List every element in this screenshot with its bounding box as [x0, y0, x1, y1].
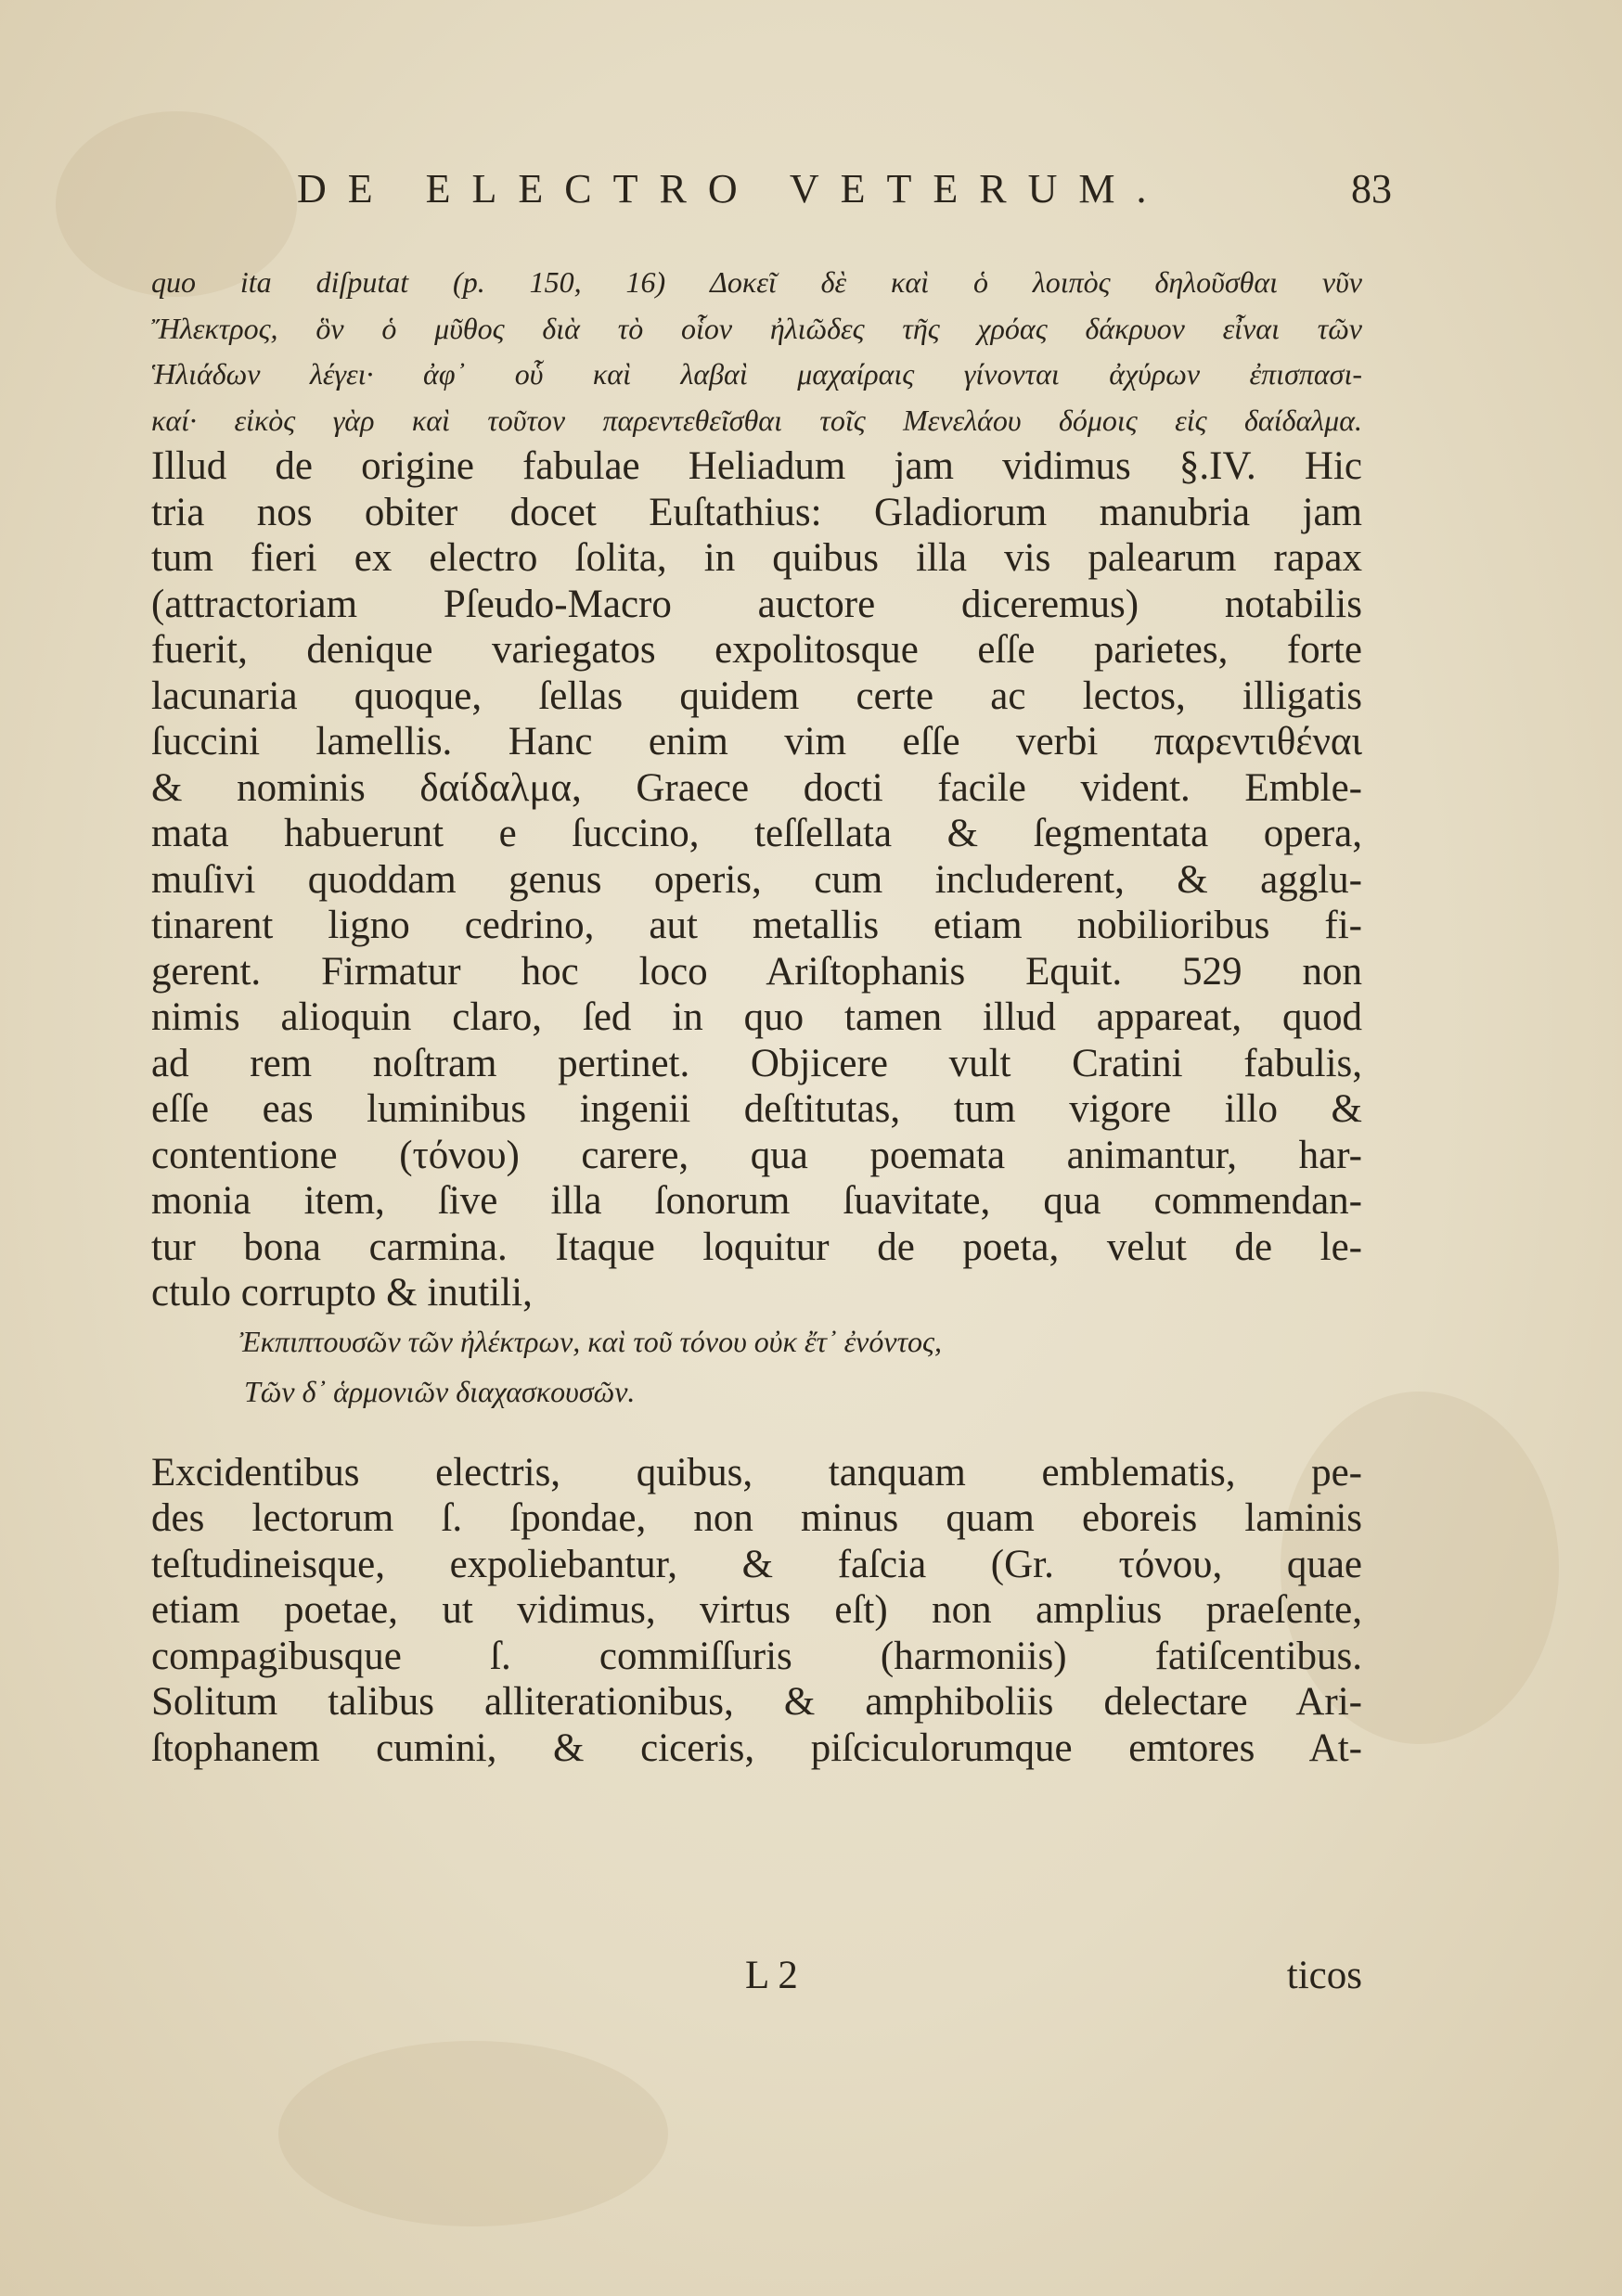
text-line: muſivi quoddam genus operis, cum includerent, & agglu- [151, 857, 1362, 902]
text-line: eſſe eas luminibus ingenii deſtitutas, tum vigore illo & [151, 1087, 1362, 1131]
text-line: καί· εἰκὸς γὰρ καὶ τοῦτον παρεντεθεῖσθαι τοῖς Μενελάου δόμοις εἰς δαίδαλμα. [151, 403, 1362, 437]
text-line: des lectorum ſ. ſpondae, non minus quam eboreis laminis [151, 1496, 1362, 1540]
running-title: DE ELECTRO VETERUM. [297, 166, 1168, 212]
catchword: ticos [1286, 1954, 1362, 1997]
text-line: ctulo corrupto & inutili, [151, 1271, 533, 1315]
text-line: ſtophanem cumini, & ciceris, piſciculorumque emtores At- [151, 1725, 1362, 1770]
paper-stain [278, 2041, 668, 2226]
text-line: tum fieri ex electro ſolita, in quibus illa vis palearum rapax [151, 536, 1362, 580]
verse-line: Ἐκπιπτουσῶν τῶν ἠλέκτρων, καὶ τοῦ τόνου οὐκ ἔτ᾽ ἐνόντος, [239, 1324, 943, 1358]
text-line: etiam poetae, ut vidimus, virtus eſt) non amplius praeſente, [151, 1588, 1362, 1632]
text-line: contentione (τόνου) carere, qua poemata animantur, har- [151, 1133, 1362, 1177]
text-line: Ἡλιάδων λέγει· ἀφ᾽ οὗ καὶ λαβαὶ μαχαίραις γίνονται ἀχύρων ἐπισπασι- [151, 357, 1362, 391]
text-line: Illud de origine fabulae Heliadum jam vidimus §.IV. Hic [151, 444, 1362, 488]
text-line: teſtudineisque, expoliebantur, & faſcia (Gr. τόνου, quae [151, 1542, 1362, 1586]
text-line: gerent. Firmatur hoc loco Ariſtophanis Equit. 529 non [151, 949, 1362, 994]
page-header [297, 165, 1392, 230]
text-line: fuerit, denique variegatos expolitosque eſſe parietes, forte [151, 628, 1362, 672]
verse-line: Τῶν δ᾽ ἁρμονιῶν διαχασκουσῶν. [244, 1374, 636, 1408]
main-text [151, 260, 1362, 1771]
text-line: ſuccini lamellis. Hanc enim vim eſſe verbi παρεντιθέναι [151, 720, 1362, 763]
text-line: (attractoriam Pſeudo-Macro auctore diceremus) notabilis [151, 582, 1362, 626]
text-line: Excidentibus electris, quibus, tanquam emblematis, pe- [151, 1450, 1362, 1494]
text-line: tinarent ligno cedrino, aut metallis etiam nobilioribus fi- [151, 904, 1362, 947]
text-line: lacunaria quoque, ſellas quidem certe ac lectos, illigatis [151, 673, 1362, 718]
text-line: monia item, ſive illa ſonorum ſuavitate, qua commendan- [151, 1179, 1362, 1223]
text-line: nimis alioquin claro, ſed in quo tamen illud appareat, quod [151, 995, 1362, 1039]
signature-mark: L 2 [745, 1954, 798, 1997]
text-line: Solitum talibus alliterationibus, & amphiboliis delectare Ari- [151, 1680, 1362, 1724]
text-line: quo ita diſputat (p. 150, 16) Δοκεῖ δὲ καὶ ὁ λοιπὸς δηλοῦσθαι νῦν [151, 265, 1362, 299]
text-line: compagibusque ſ. commiſſuris (harmoniis) fatiſcentibus. [151, 1634, 1362, 1678]
page-footer [151, 1953, 1362, 1999]
text-line: & nominis δαίδαλμα, Graece docti facile vident. Emble- [151, 765, 1362, 810]
text-line: Ἤλεκτρος, ὃν ὁ μῦθος διὰ τὸ οἷον ἠλιῶδες τῆς χρόας δάκρυον εἶναι τῶν [151, 311, 1362, 345]
text-line: mata habuerunt e ſuccino, teſſellata & ſegmentata opera, [151, 812, 1362, 855]
text-line: tur bona carmina. Itaque loquitur de poeta, velut de le- [151, 1225, 1362, 1269]
text-line: tria nos obiter docet Euſtathius: Gladiorum manubria jam [151, 490, 1362, 534]
page-number: 83 [1351, 166, 1392, 212]
verse-gap [151, 1417, 1362, 1450]
text-line: ad rem noſtram pertinet. Objicere vult Cratini fabulis, [151, 1041, 1362, 1085]
